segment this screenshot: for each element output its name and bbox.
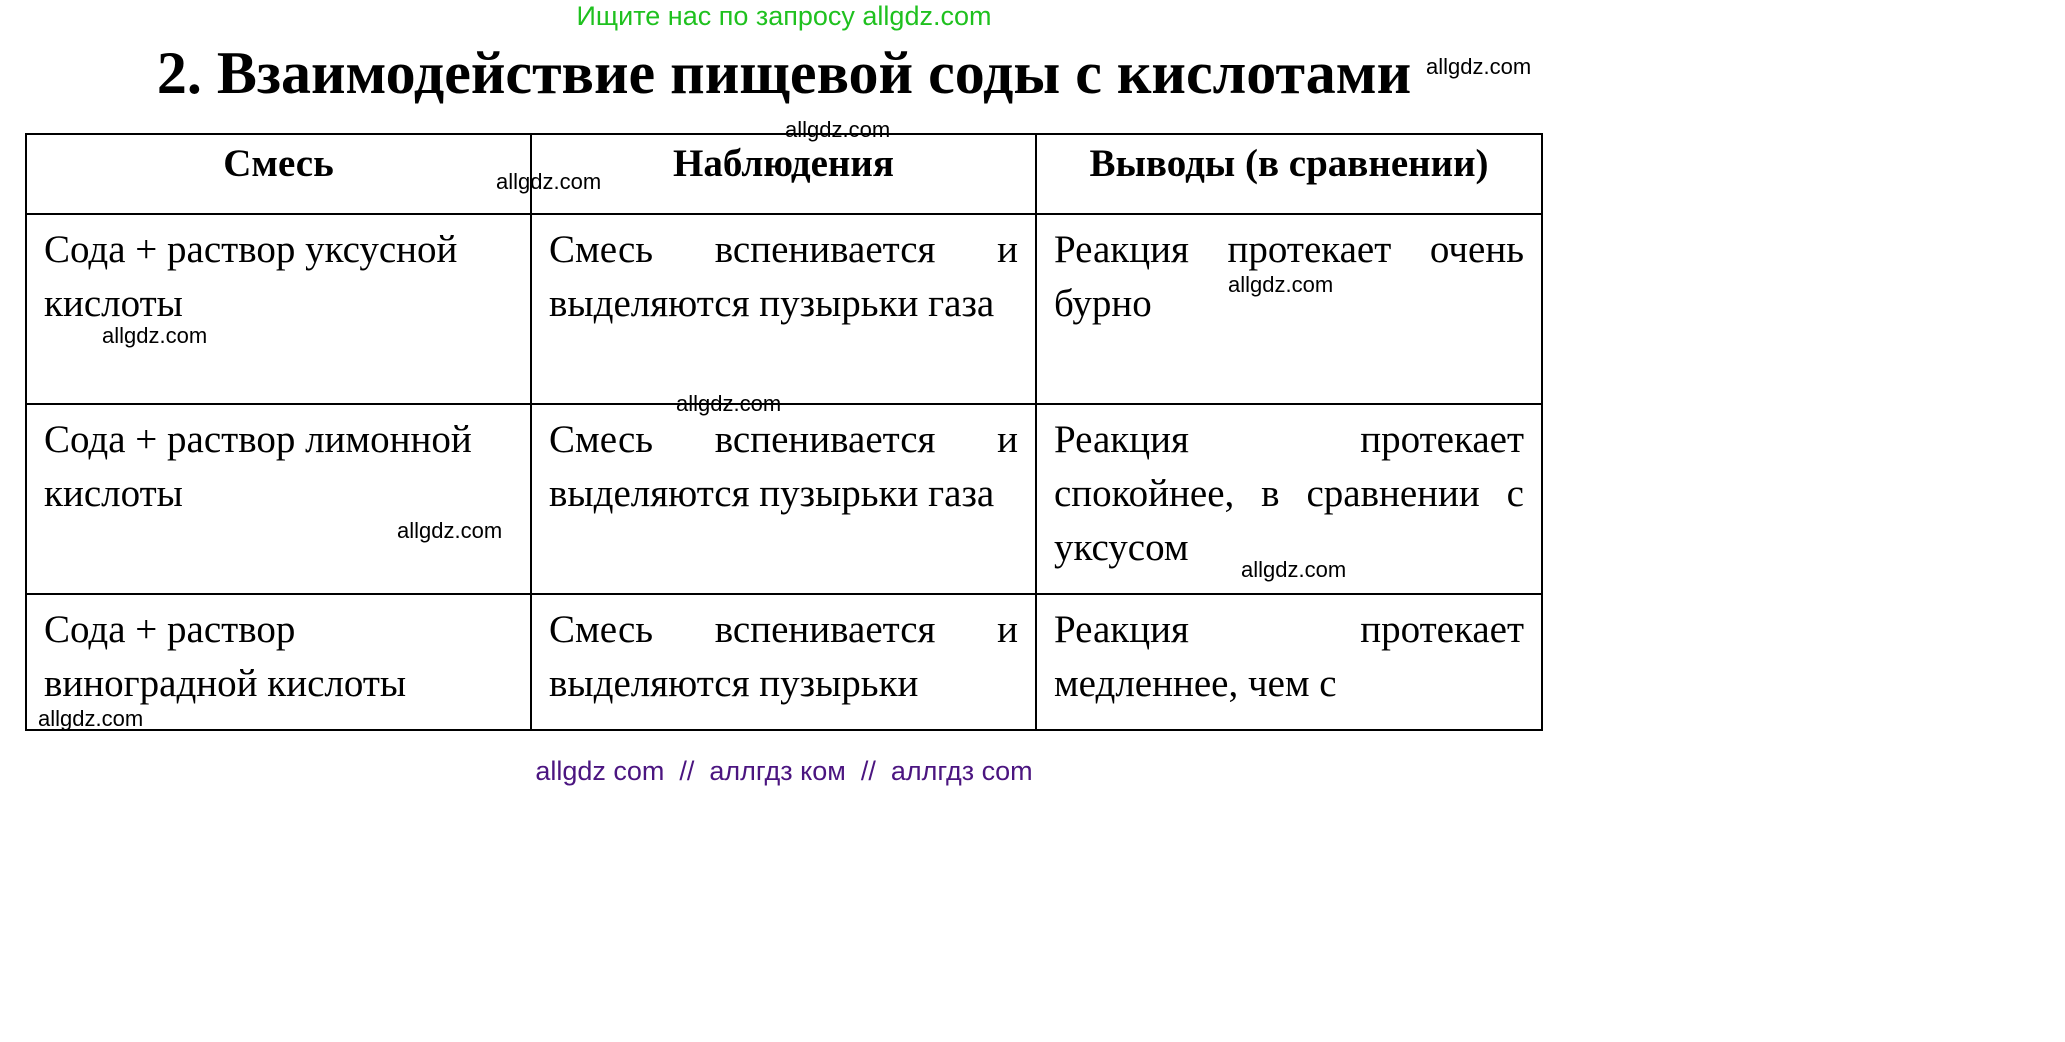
header-mix: Смесь	[26, 134, 531, 214]
table-row	[26, 594, 1542, 730]
header-conclusions: Выводы (в сравнении)	[1036, 134, 1542, 214]
results-table	[25, 133, 1543, 731]
watermark: allgdz.com	[676, 391, 782, 416]
watermark: allgdz.com	[1241, 557, 1347, 582]
watermark: allgdz.com	[1228, 272, 1334, 297]
watermark: allgdz.com	[785, 117, 891, 142]
cell-conclusion: Реакция протекает спокойнее, в сравнении с уксусом	[1036, 404, 1542, 594]
cell-observation: Смесь вспенивается и выделяются пузырьки газа	[531, 404, 1036, 594]
cell-conclusion: Реакция протекает очень бурно	[1036, 214, 1542, 404]
table-row	[26, 214, 1542, 404]
cell-mix: Сода + раствор лимонной кислоты	[26, 404, 531, 594]
cell-observation: Смесь вспенивается и выделяются пузырьки	[531, 594, 1036, 730]
watermark: allgdz.com	[1426, 54, 1532, 79]
watermark: allgdz.com	[102, 323, 208, 348]
cell-mix: Сода + раствор виноградной кислоты	[26, 594, 531, 730]
cell-observation: Смесь вспенивается и выделяются пузырьки газа	[531, 214, 1036, 404]
page-title: 2. Взаимодействие пищевой соды с кислотами	[156, 40, 1412, 106]
watermark: allgdz.com	[496, 169, 602, 194]
cell-mix: Сода + раствор уксусной кислоты	[26, 214, 531, 404]
search-banner: Ищите нас по запросу allgdz.com	[576, 1, 992, 31]
watermark: allgdz.com	[38, 706, 144, 731]
header-observations: Наблюдения	[531, 134, 1036, 214]
watermark: allgdz.com	[397, 518, 503, 543]
table-header-row	[26, 134, 1542, 214]
cell-conclusion: Реакция протекает медленнее, чем с	[1036, 594, 1542, 730]
footer-text: allgdz com // аллгдз ком // аллгдз com	[535, 756, 1033, 786]
